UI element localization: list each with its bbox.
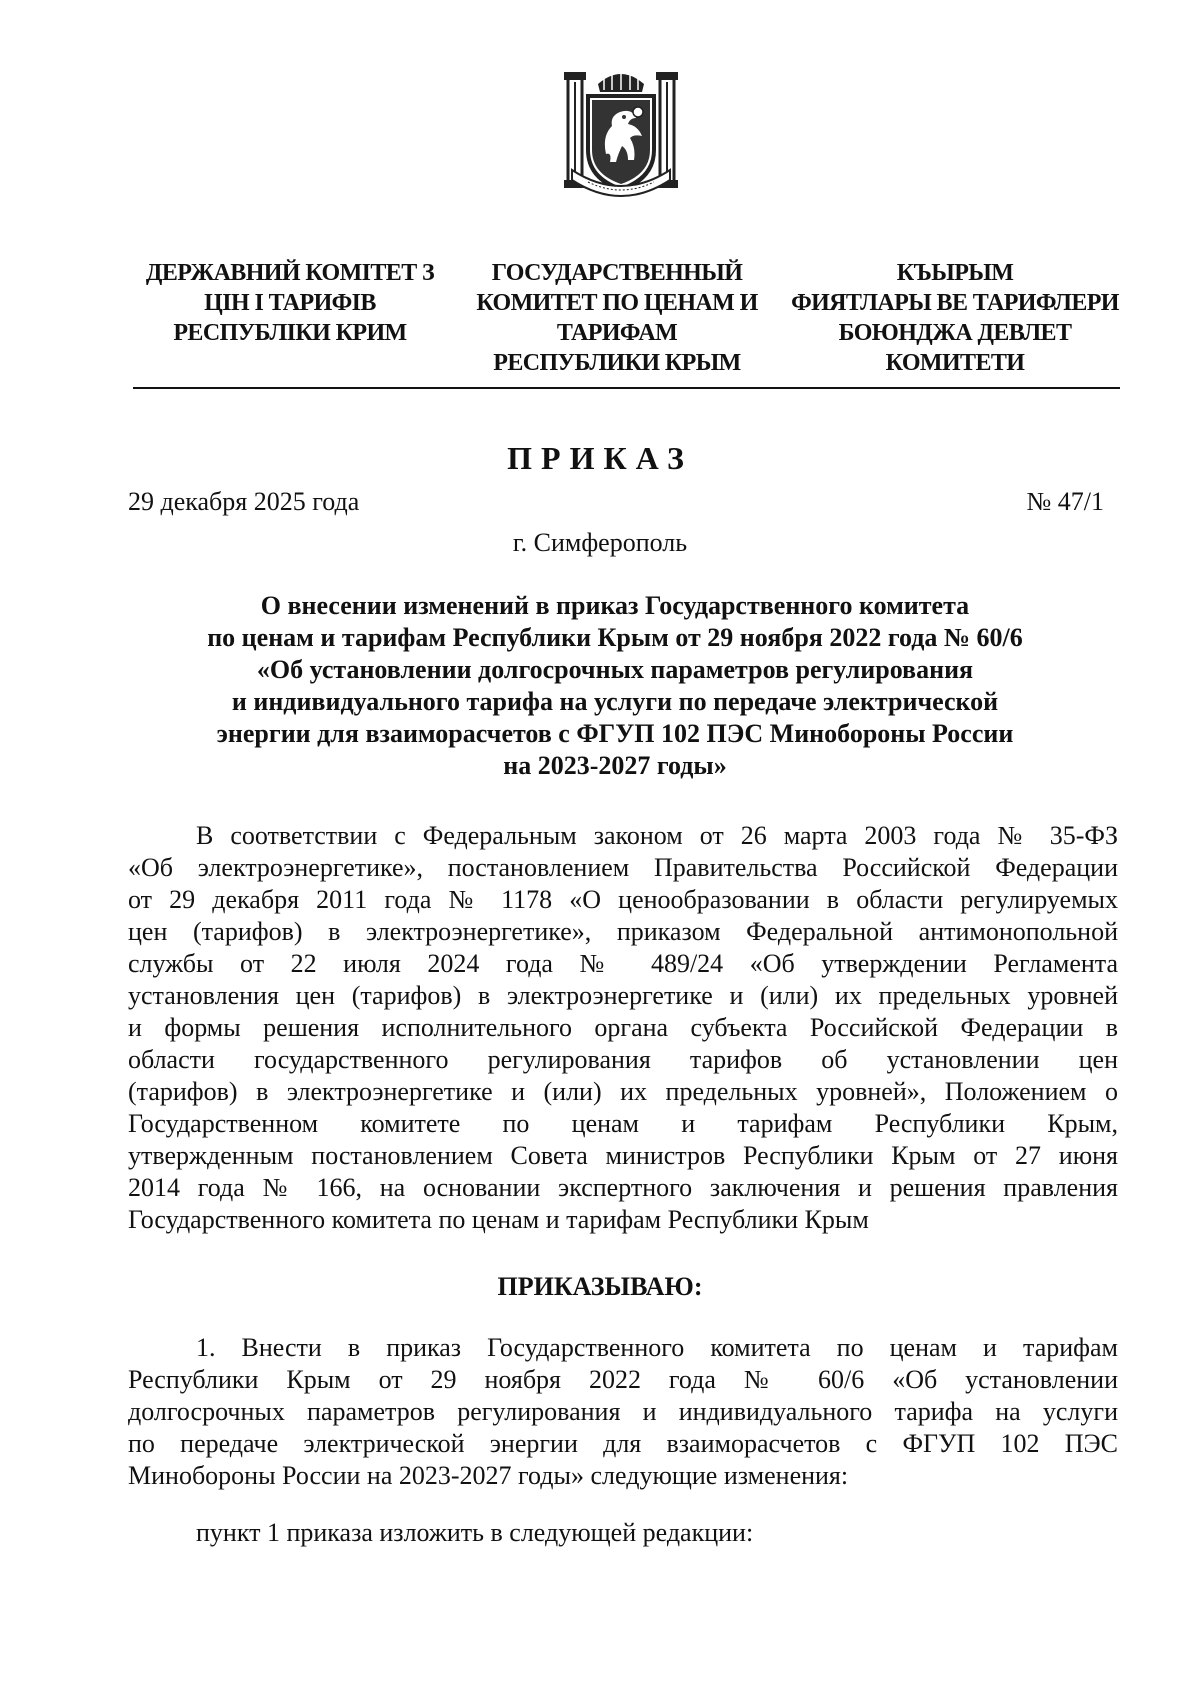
- subject-line: на 2023-2027 годы»: [503, 751, 727, 780]
- subject-line: по ценам и тарифам Республики Крым от 29 ноября 2022 года № 60/6: [207, 623, 1023, 652]
- order-heading: ПРИКАЗЫВАЮ:: [497, 1272, 703, 1301]
- header-divider: [133, 387, 1120, 389]
- trilingual-header: [140, 258, 1120, 378]
- preamble-paragraph: [128, 820, 1118, 1236]
- header-line: ЦІН І ТАРИФІВ: [204, 290, 376, 316]
- text-line: долгосрочных параметров регулирования и индивидуального тарифа на услуги: [128, 1397, 1118, 1426]
- text-line: службы от 22 июля 2024 года № 489/24 «Об утверждении Регламента: [128, 949, 1118, 978]
- header-line: КОМИТЕТИ: [885, 350, 1025, 376]
- text-line: утвержденным постановлением Совета министров Республики Крым от 27 июня: [128, 1141, 1118, 1170]
- header-line: КОМИТЕТ ПО ЦЕНАМ И: [476, 290, 758, 316]
- text-line: 1. Внести в приказ Государственного комитета по ценам и тарифам: [196, 1333, 1118, 1362]
- document-number: № 47/1: [1026, 487, 1104, 516]
- text-line: от 29 декабря 2011 года № 1178 «О ценообразовании в области регулируемых: [128, 885, 1118, 914]
- document-city: г. Симферополь: [512, 528, 688, 557]
- item-1-sub-line: пункт 1 приказа изложить в следующей редакции:: [196, 1518, 754, 1547]
- document-date: 29 декабря 2025 года: [128, 487, 360, 516]
- text-line: Государственном комитете по ценам и тарифам Республики Крым,: [128, 1109, 1118, 1138]
- text-line: Минобороны России на 2023-2027 годы» следующие изменения:: [128, 1461, 849, 1490]
- text-line: Республики Крым от 29 ноября 2022 года № 60/6 «Об установлении: [128, 1365, 1118, 1394]
- header-line: РЕСПУБЛІКИ КРИМ: [173, 320, 407, 346]
- header-russian: [462, 258, 772, 378]
- item-1-paragraph: [128, 1332, 1118, 1492]
- header-line: РЕСПУБЛИКИ КРЫМ: [493, 350, 741, 376]
- header-line: ДЕРЖАВНИЙ КОМІТЕТ З: [145, 260, 435, 286]
- text-line: В соответствии с Федеральным законом от 26 марта 2003 года № 35-ФЗ: [196, 821, 1118, 850]
- document-title: ПРИКАЗ: [507, 440, 693, 476]
- text-line: «Об электроэнергетике», постановлением Правительства Российской Федерации: [128, 853, 1118, 882]
- text-line: области государственного регулирования тарифов об установлении цен: [128, 1045, 1118, 1074]
- header-crimean-tatar: [790, 258, 1120, 378]
- header-line: ТАРИФАМ: [556, 320, 678, 346]
- text-line: установления цен (тарифов) в электроэнергетике и (или) их предельных уровней: [128, 981, 1118, 1010]
- text-line: по передаче электрической энергии для взаиморасчетов с ФГУП 102 ПЭС: [128, 1429, 1118, 1458]
- text-line: (тарифов) в электроэнергетике и (или) их предельных уровней», Положением о: [128, 1077, 1118, 1106]
- subject-line: «Об установлении долгосрочных параметров регулирования: [256, 655, 974, 684]
- subject-line: и индивидуального тарифа на услуги по передаче электрической: [231, 687, 999, 716]
- header-ukrainian: [140, 258, 440, 348]
- header-line: БОЮНДЖА ДЕВЛЕТ: [838, 320, 1072, 346]
- text-line: цен (тарифов) в электроэнергетике», приказом Федеральной антимонопольной: [128, 917, 1118, 946]
- subject-line: О внесении изменений в приказ Государственного комитета: [260, 591, 970, 620]
- header-line: ФИЯТЛАРЫ ВЕ ТАРИФЛЕРИ: [791, 290, 1119, 316]
- header-line: ГОСУДАРСТВЕННЫЙ: [491, 260, 743, 286]
- document-subject: [150, 590, 1080, 782]
- coat-of-arms-emblem: [558, 62, 684, 200]
- text-line: и формы решения исполнительного органа субъекта Российской Федерации в: [128, 1013, 1118, 1042]
- subject-line: энергии для взаиморасчетов с ФГУП 102 ПЭС Минобороны России: [216, 719, 1014, 748]
- header-line: КЪЫРЫМ: [896, 260, 1014, 286]
- text-line: Государственного комитета по ценам и тарифам Республики Крым: [128, 1205, 869, 1234]
- text-line: 2014 года № 166, на основании экспертного заключения и решения правления: [128, 1173, 1118, 1202]
